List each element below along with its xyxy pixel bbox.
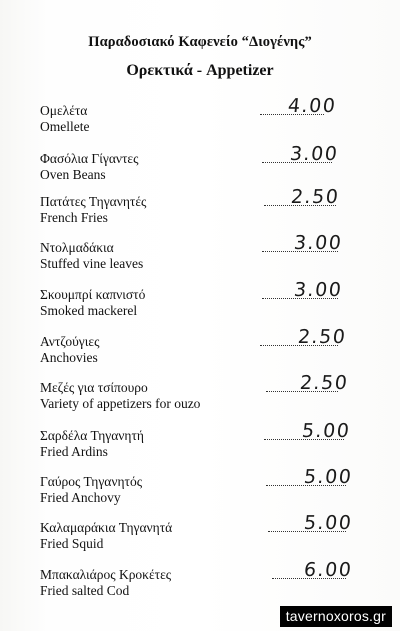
item-price: 5.00 xyxy=(302,512,354,534)
item-name-greek: Μπακαλιάρος Κροκέτες xyxy=(40,567,172,582)
item-price: 6.00 xyxy=(302,559,354,581)
item-name-greek: Γαύρος Τηγανητός xyxy=(40,474,143,489)
menu-item xyxy=(40,232,370,280)
item-name-english: Fried Squid xyxy=(40,536,104,551)
menu-item xyxy=(40,420,370,468)
menu-item xyxy=(40,95,370,143)
item-name-english: Fried Ardins xyxy=(40,444,108,459)
menu-item xyxy=(40,372,370,420)
item-name-english: French Fries xyxy=(40,210,108,225)
item-price: 5.00 xyxy=(300,420,352,442)
menu-item xyxy=(40,186,370,234)
item-name-english: Variety of appetizers for ouzo xyxy=(40,396,201,411)
item-name-english: Omellete xyxy=(40,119,90,134)
item-name-greek: Σκουμπρί καπνιστό xyxy=(40,287,146,302)
site-watermark: tavernoxoros.gr xyxy=(280,606,392,627)
item-name-english: Fried salted Cod xyxy=(40,583,130,598)
item-name-greek: Ντολμαδάκια xyxy=(40,240,114,255)
item-name-greek: Αντζούγιες xyxy=(40,334,100,349)
item-price: 3.00 xyxy=(292,279,344,301)
item-name-greek: Καλαμαράκια Τηγανητά xyxy=(40,520,173,535)
item-name-english: Stuffed vine leaves xyxy=(40,256,144,271)
menu-item xyxy=(40,512,370,560)
menu-item xyxy=(40,326,370,374)
item-price: 2.50 xyxy=(289,186,341,208)
item-price: 2.50 xyxy=(296,326,348,348)
item-price: 3.00 xyxy=(288,143,340,165)
item-name-greek: Ομελέτα xyxy=(40,103,88,118)
item-name-english: Fried Anchovy xyxy=(40,490,121,505)
menu-item xyxy=(40,279,370,327)
menu-item xyxy=(40,143,370,191)
item-name-greek: Σαρδέλα Τηγανητή xyxy=(40,428,144,443)
item-name-greek: Φασόλια Γίγαντες xyxy=(40,151,139,166)
item-name-english: Anchovies xyxy=(40,350,98,365)
item-price: 3.00 xyxy=(292,232,344,254)
item-name-greek: Πατάτες Τηγανητές xyxy=(40,194,147,209)
item-name-greek: Μεζές για τσίπουρο xyxy=(40,380,148,395)
menu-item xyxy=(40,466,370,514)
menu-item xyxy=(40,559,370,607)
item-name-english: Oven Beans xyxy=(40,167,106,182)
section-title: Ορεκτικά - Appetizer xyxy=(126,62,274,79)
item-price: 5.00 xyxy=(302,466,354,488)
item-price: 2.50 xyxy=(298,372,350,394)
cafe-name: Παραδοσιακό Καφενείο “Διογένης” xyxy=(88,34,312,50)
item-price: 4.00 xyxy=(286,95,338,117)
item-name-english: Smoked mackerel xyxy=(40,303,138,318)
